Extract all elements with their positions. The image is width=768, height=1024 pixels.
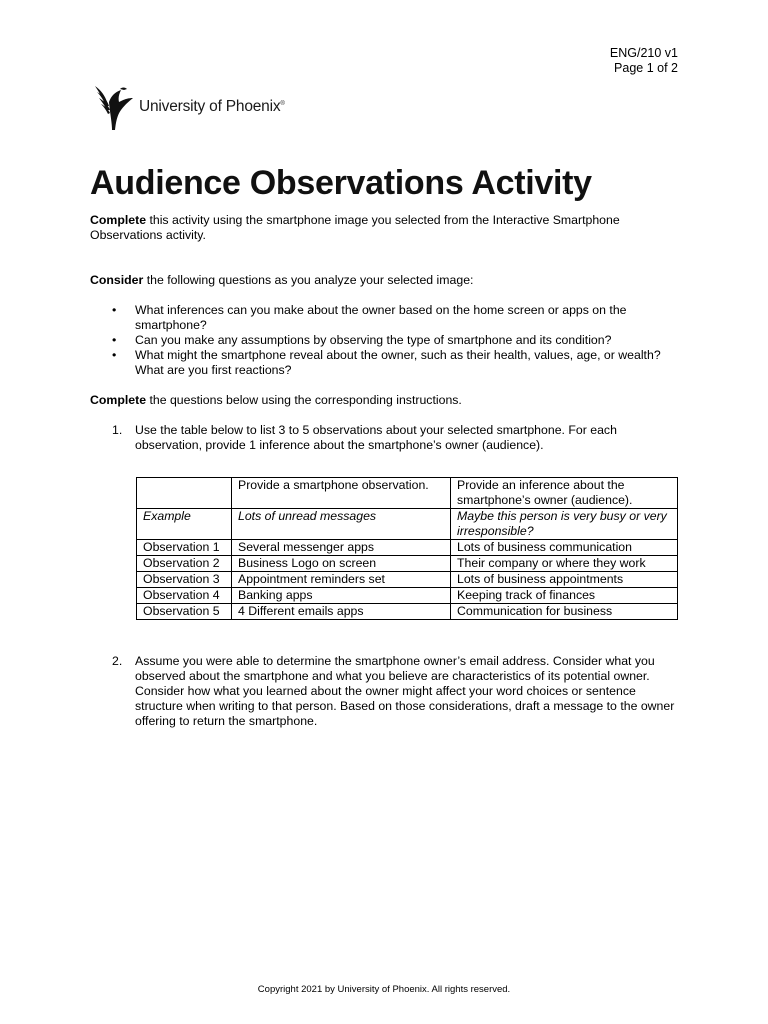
- document-body: [90, 213, 680, 729]
- observations-table: [136, 477, 678, 620]
- table-cell: Example: [137, 509, 232, 540]
- table-cell: Observation 3: [137, 572, 232, 588]
- phoenix-bird-icon: [93, 80, 135, 132]
- table-cell: Observation 5: [137, 604, 232, 620]
- table-row: [137, 588, 678, 604]
- table-cell: Lots of business communication: [451, 540, 678, 556]
- table-cell: Communication for business: [451, 604, 678, 620]
- table-cell: Maybe this person is very busy or very irresponsible?: [451, 509, 678, 540]
- step-list: [90, 423, 680, 453]
- page-title: Audience Observations Activity: [90, 164, 592, 202]
- table-cell: Observation 2: [137, 556, 232, 572]
- document-header: [610, 46, 678, 76]
- table-header-row: [137, 478, 678, 509]
- table-cell: Several messenger apps: [232, 540, 451, 556]
- university-logo: [93, 80, 285, 132]
- logo-wordmark: University of Phoenix: [139, 98, 281, 115]
- table-header-cell: [137, 478, 232, 509]
- page-number: Page 1 of 2: [614, 61, 678, 75]
- table-cell: Appointment reminders set: [232, 572, 451, 588]
- step-list-continued: [90, 654, 680, 729]
- list-item: • What might the smartphone reveal about the owner, such as their health, values, age, or wealth? What are you first reactions?: [112, 348, 661, 377]
- list-item: • What inferences can you make about the owner based on the home screen or apps on the smartphone?: [112, 303, 627, 332]
- copyright-footer: Copyright 2021 by University of Phoenix. All rights reserved.: [257, 984, 511, 995]
- table-cell: Observation 1: [137, 540, 232, 556]
- table-cell: Banking apps: [232, 588, 451, 604]
- table-cell: 4 Different emails apps: [232, 604, 451, 620]
- registered-mark: ®: [280, 100, 285, 107]
- table-row: [137, 556, 678, 572]
- table-cell: Observation 4: [137, 588, 232, 604]
- question-list: [90, 303, 680, 378]
- table-header-cell: Provide a smartphone observation.: [232, 478, 451, 509]
- course-code: ENG/210 v1: [609, 46, 678, 60]
- list-item: • Can you make any assumptions by observing the type of smartphone and its condition?: [112, 333, 612, 347]
- step-2: 2. Assume you were able to determine the smartphone owner’s email address. Consider what you observed about the smartphone and what you believe are characteristics of its potential owner. Consider how what you learned about the owner might affect your word choices or sentence structure when writing to that person. Based on those considerations, draft a message to the owner offering to return the smartphone.: [112, 654, 675, 728]
- table-row: [137, 604, 678, 620]
- step-1: 1. Use the table below to list 3 to 5 observations about your selected smartphone. For each observation, provide 1 inference about the smartphone’s owner (audience).: [112, 423, 617, 452]
- table-cell: Lots of business appointments: [451, 572, 678, 588]
- table-cell: Business Logo on screen: [232, 556, 451, 572]
- table-cell: Keeping track of finances: [451, 588, 678, 604]
- table-row: [137, 540, 678, 556]
- table-row: [137, 572, 678, 588]
- bullet-icon: •: [112, 303, 117, 317]
- intro-paragraph: Complete this activity using the smartphone image you selected from the Interactive Smartphone Observations activity.: [90, 213, 620, 242]
- table-cell: Their company or where they work: [451, 556, 678, 572]
- instructions-paragraph: Complete the questions below using the corresponding instructions.: [90, 393, 462, 407]
- consider-paragraph: Consider the following questions as you analyze your selected image:: [90, 273, 474, 287]
- bullet-icon: •: [112, 348, 117, 362]
- table-cell: Lots of unread messages: [232, 509, 451, 540]
- table-header-cell: Provide an inference about the smartphone’s owner (audience).: [451, 478, 678, 509]
- bullet-icon: •: [112, 333, 117, 347]
- table-example-row: [137, 509, 678, 540]
